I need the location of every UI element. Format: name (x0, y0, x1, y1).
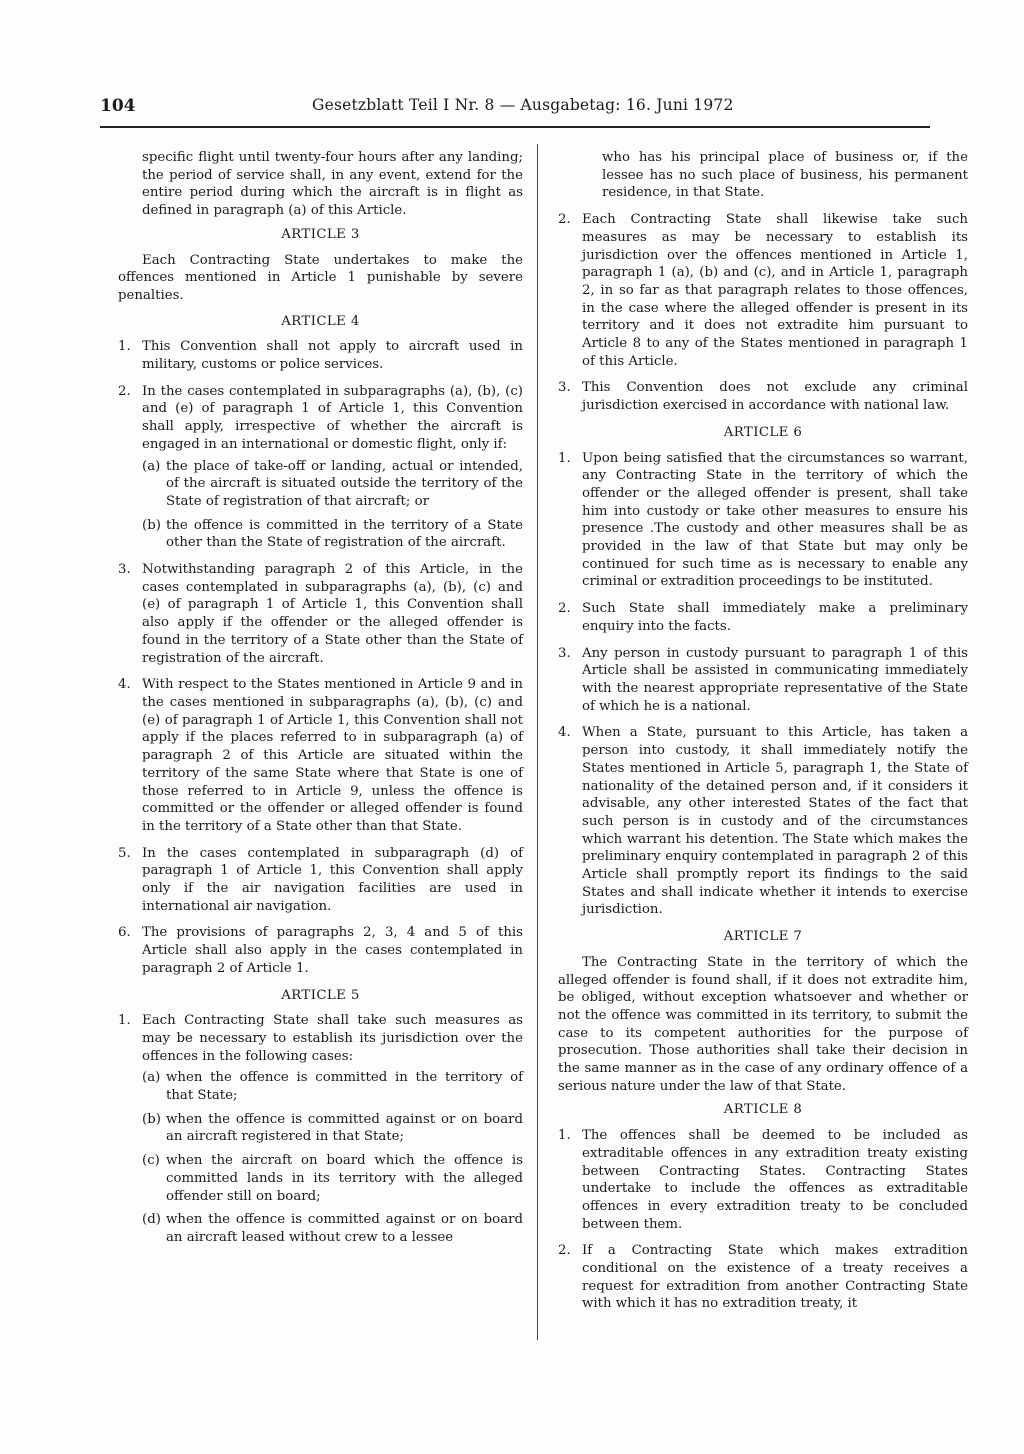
sub-text: the place of take-off or landing, actual or intended, of the aircraft is situated outside the territory of the State of registration of that aircraft; or (166, 458, 523, 509)
article-5-continuation: who has his principal place of business or, if the lessee has no such place of business, his permanent residence, in that State. (602, 150, 968, 201)
article-8-heading: ARTICLE 8 (723, 1102, 803, 1118)
article-4-item-3 (118, 561, 523, 667)
article-5-item-1-sub-d (142, 1211, 523, 1246)
item-number: 2. (558, 212, 571, 228)
article-4-item-2-sub-b (142, 517, 523, 552)
sub-label: (a) (142, 458, 161, 474)
article-8-item-2 (558, 1242, 968, 1313)
sub-text: when the offence is committed against or on board an aircraft leased without crew to a lessee (166, 1212, 523, 1245)
item-number: 1. (118, 339, 131, 355)
item-number: 3. (558, 380, 571, 396)
article-4-heading: ARTICLE 4 (281, 313, 360, 329)
right-column (558, 149, 968, 1322)
article-5-item-1-sub-c (142, 1152, 523, 1205)
item-text: In the cases contemplated in subparagraphs (a), (b), (c) and (e) of paragraph 1 of Article 1, this Convention shall apply, irrespective of whether the aircraft is engaged in an international or domestic flight, only if: (142, 383, 523, 452)
sub-text: when the aircraft on board which the offence is committed lands in its territory with the alleged offender still on board; (166, 1153, 523, 1204)
article-5-item-2 (558, 211, 968, 370)
item-number: 4. (118, 677, 131, 693)
article-4-item-1 (118, 338, 523, 373)
item-number: 1. (558, 450, 571, 466)
item-number: 4. (558, 725, 571, 741)
item-number: 2. (558, 601, 571, 617)
article-4-item-5 (118, 845, 523, 916)
item-text: Each Contracting State shall likewise take such measures as may be necessary to establish its jurisdiction over the offences mentioned in Article 1, paragraph 1 (a), (b) and (c), and in Article 1, paragraph 2, in so far as that paragraph relates to those offences, in the case where the alleged offender is present in its territory and it does not extradite him pursuant to Article 8 to any of the States mentioned in paragraph 1 of this Article. (582, 212, 968, 369)
article-2-continuation: specific flight until twenty-four hours after any landing; the period of service shall, in any event, extend for the entire period during which the aircraft is in flight as defined in paragraph (a) of this Article. (142, 150, 523, 219)
article-5-item-1-sub-a (142, 1069, 523, 1104)
article-5-item-1 (118, 1012, 523, 1246)
sub-label: (c) (142, 1153, 160, 1169)
article-4-item-6 (118, 924, 523, 977)
item-text: Notwithstanding paragraph 2 of this Article, in the cases contemplated in subparagraphs (a), (b), (c) and (e) of paragraph 1 of Article 1, this Convention shall also apply if the offender or the alleged offender is found in the territory of a State other than the State of registration of the aircraft. (142, 562, 523, 666)
item-text: With respect to the States mentioned in Article 9 and in the cases mentioned in subparagraphs (a), (b), (c) and (e) of paragraph 1 of Article 1, this Convention shall not apply if the places referred to in subparagraph (a) of paragraph 2 of this Article are situated within the territory of the same State where that State is one of those referred to in Article 9, unless the offence is committed or the offender or alleged offender is found in the territory of a State other than that State. (142, 677, 523, 834)
item-number: 1. (118, 1013, 131, 1029)
sub-text: when the offence is committed in the territory of that State; (166, 1070, 523, 1104)
sub-text: the offence is committed in the territory of a State other than the State of registration of the aircraft. (166, 517, 523, 551)
item-text: If a Contracting State which makes extradition conditional on the existence of a treaty receives a request for extradition from another Contracting State with which it has no extradition treaty, it (582, 1243, 968, 1312)
item-text: The provisions of paragraphs 2, 3, 4 and 5 of this Article shall also apply in the cases contemplated in paragraph 2 of Article 1. (142, 925, 523, 976)
sub-text: when the offence is committed against or on board an aircraft registered in that State; (166, 1111, 523, 1145)
item-text: The offences shall be deemed to be included as extraditable offences in any extradition treaty existing between Contracting States. Contracting States undertake to include the offences as extraditable offences in every extradition treaty to be concluded between them. (582, 1128, 968, 1232)
item-text: Upon being satisfied that the circumstances so warrant, any Contracting State in the territory of which the offender or the alleged offender is present, shall take him into custody or take other measures to ensure his presence .The custody and other measures shall be as provided in the law of that State but may only be continued for such time as is necessary to enable any criminal or extradition proceedings to be instituted. (582, 450, 968, 590)
article-5-item-3 (558, 379, 968, 414)
item-number: 3. (558, 645, 571, 661)
item-number: 3. (118, 562, 131, 578)
article-5-item-1-sub-b (142, 1111, 523, 1146)
item-text: Each Contracting State shall take such measures as may be necessary to establish its jurisdiction over the offences in the following cases: (142, 1013, 523, 1064)
article-4-item-2 (118, 383, 523, 552)
article-4-item-2-sub-a (142, 458, 523, 511)
page-header (100, 96, 930, 128)
article-7-text: The Contracting State in the territory of which the alleged offender is found shall, if it does not extradite him, be obliged, without exception whatsoever and whether or not the offence was committed in its territory, to submit the case to its competent authorities for the purpose of prosecution. Those authorities shall take their decision in the same manner as in the case of any ordinary offence of a serious nature under the law of that State. (558, 954, 968, 1094)
article-6-heading: ARTICLE 6 (723, 424, 803, 440)
article-8-item-1 (558, 1127, 968, 1233)
article-6-item-4 (558, 724, 968, 919)
article-6-item-2 (558, 600, 968, 635)
item-text: In the cases contemplated in subparagraph (d) of paragraph 1 of Article 1, this Convention shall apply only if the air navigation facilities are used in international air navigation. (142, 845, 523, 914)
item-text: This Convention does not exclude any criminal jurisdiction exercised in accordance with national law. (582, 380, 968, 414)
article-3-heading: ARTICLE 3 (281, 226, 360, 242)
item-number: 5. (118, 845, 131, 861)
running-title: Gesetzblatt Teil I Nr. 8 — Ausgabetag: 16. Juni 1972 (312, 96, 734, 114)
item-number: 6. (118, 925, 131, 941)
article-7-heading: ARTICLE 7 (723, 929, 803, 945)
article-5-heading: ARTICLE 5 (281, 987, 360, 1003)
article-3-text: Each Contracting State undertakes to make the offences mentioned in Article 1 punishable by severe penalties. (118, 252, 523, 303)
sub-label: (b) (142, 1111, 161, 1127)
article-4-item-4 (118, 676, 523, 835)
item-text: Such State shall immediately make a preliminary enquiry into the facts. (582, 601, 968, 634)
item-number: 1. (558, 1128, 571, 1144)
item-number: 2. (558, 1243, 571, 1259)
sub-label: (d) (142, 1212, 161, 1228)
article-6-item-3 (558, 645, 968, 716)
item-text: This Convention shall not apply to aircraft used in military, customs or police services. (142, 339, 523, 373)
page-number: 104 (100, 96, 136, 116)
article-6-item-1 (558, 450, 968, 592)
left-column (118, 149, 523, 1256)
sub-label: (b) (142, 517, 161, 533)
item-number: 2. (118, 383, 131, 399)
column-divider (537, 144, 538, 1340)
sub-label: (a) (142, 1070, 161, 1086)
item-text: When a State, pursuant to this Article, has taken a person into custody, it shall immediately notify the States mentioned in Article 5, paragraph 1, the State of nationality of the detained person and, if it considers it advisable, any other interested States of the fact that such person is in custody and of the circumstances which warrant his detention. The State which makes the preliminary enquiry contemplated in paragraph 2 of this Article shall promptly report its findings to the said States and shall indicate whether it intends to exercise jurisdiction. (582, 725, 968, 918)
item-text: Any person in custody pursuant to paragraph 1 of this Article shall be assisted in communicating immediately with the nearest appropriate representative of the State of which he is a national. (582, 645, 968, 714)
